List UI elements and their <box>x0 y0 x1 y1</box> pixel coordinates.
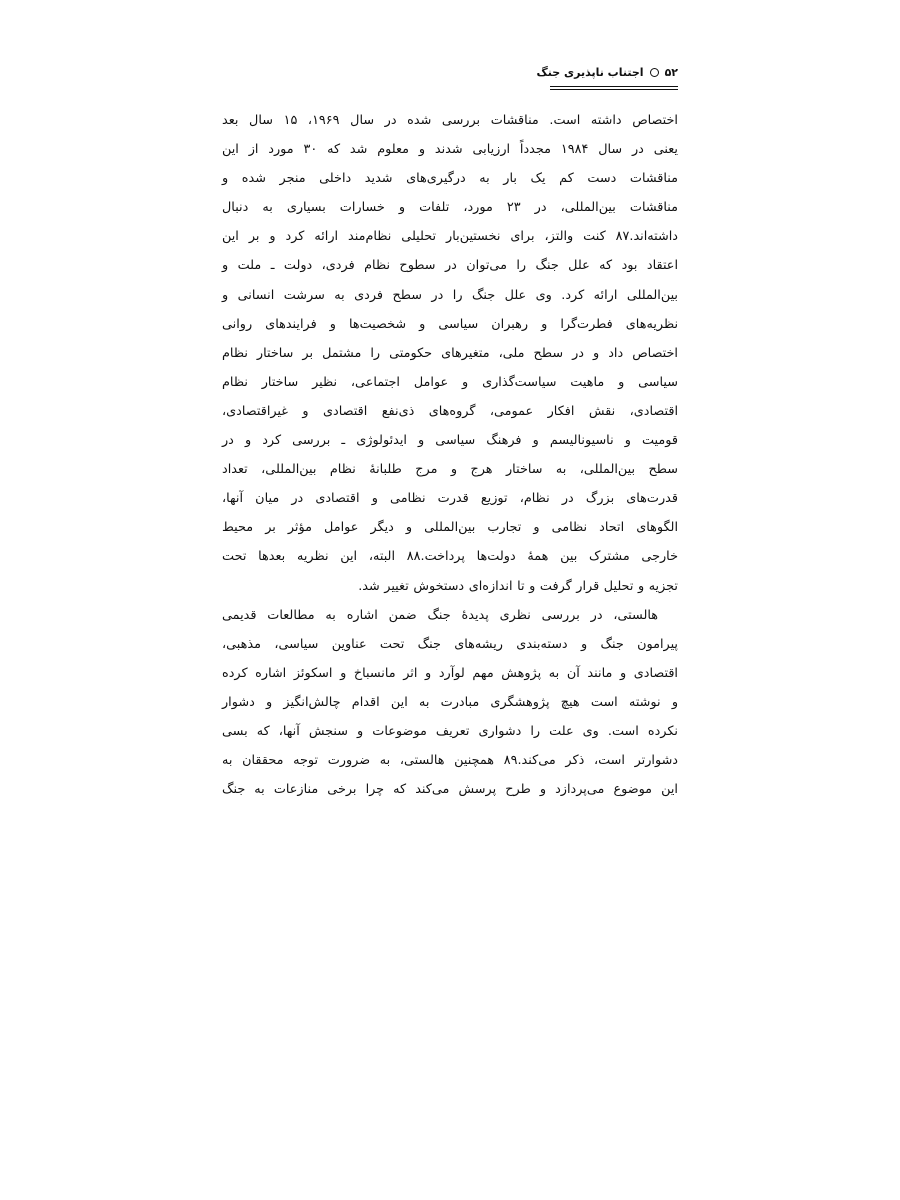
text-line: اعتقاد بود که علل جنگ را می‌توان در سطوح نظام فردی، دولت ـ ملت و <box>222 258 678 274</box>
text-line: اختصاص داشته است. مناقشات بررسی شده در سال ۱۹۶۹، ۱۵ سال بعد <box>222 113 678 128</box>
text-line: یعنی در سال ۱۹۸۴ مجدداً ارزیابی شدند و معلوم شد که ۳۰ مورد از این <box>222 142 678 158</box>
paragraph-1 <box>222 106 678 601</box>
header-rule <box>550 86 678 87</box>
text-line: سطح بین‌المللی، به ساختار هرج و مرج طلبانهٔ نظام بین‌المللی، تعداد <box>222 462 678 478</box>
text-line: اقتصادی و مانند آن به پژوهش مهم لوآرد و اثر مانسباخ و اسکوئز اشاره کرده <box>222 665 678 681</box>
text-line: مناقشات دست کم یک بار به درگیری‌های شدید داخلی منجر شده و <box>222 171 678 187</box>
page-number: ۵۲ <box>664 66 678 79</box>
running-title: اجتناب ناپذیری جنگ <box>536 66 644 79</box>
text-line: داشته‌اند.۸۷ کنت والتز، برای نخستین‌بار تحلیلی نظام‌مند ارائه کرد و بر این <box>222 229 678 245</box>
circle-separator-icon <box>650 68 659 77</box>
header-rule-double <box>550 89 678 90</box>
text-line: بین‌المللی ارائه کرد. وی علل جنگ را در سطح فردی به سرشت انسانی و <box>222 287 678 303</box>
paragraph-2 <box>222 601 678 805</box>
text-line: هالستی، در بررسی نظری پدیدهٔ جنگ ضمن اشاره به مطالعات قدیمی <box>222 607 658 623</box>
text-line: تجزیه و تحلیل قرار گرفت و تا اندازه‌ای دستخوش تغییر شد. <box>358 578 678 594</box>
text-line: نظریه‌های فطرت‌گرا و رهبران سیاسی و شخصیت‌ها و فرایندهای روانی <box>222 316 678 332</box>
text-line: مناقشات بین‌المللی، در ۲۳ مورد، تلفات و خسارات بسیاری به دنبال <box>222 200 678 216</box>
text-line: پیرامون جنگ و دسته‌بندی ریشه‌های جنگ تحت عناوین سیاسی، مذهبی، <box>222 636 678 652</box>
text-line: دشوارتر است، ذکر می‌کند.۸۹ همچنین هالستی، به ضرورت توجه محققان به <box>222 753 678 769</box>
text-line: اختصاص داد و در سطح ملی، متغیرهای حکومتی را مشتمل بر ساختار نظام <box>222 345 678 361</box>
running-header <box>537 66 678 79</box>
text-line: الگوهای اتحاد نظامی و تجارب بین‌المللی و دیگر عوامل مؤثر بر محیط <box>222 520 678 536</box>
text-line: این موضوع می‌پردازد و طرح پرسش می‌کند که چرا برخی منازعات به جنگ <box>222 782 678 798</box>
text-line: قومیت و ناسیونالیسم و فرهنگ سیاسی و ایدئولوژی ـ بررسی کرد و در <box>222 433 678 449</box>
text-line: اقتصادی، نقش افکار عمومی، گروه‌های ذی‌نفع اقتصادی و غیراقتصادی، <box>222 403 678 419</box>
body-text <box>222 106 678 804</box>
text-line: خارجی مشترک بین همهٔ دولت‌ها پرداخت.۸۸ البته، این نظریه بعدها تحت <box>222 549 678 565</box>
text-line: سیاسی و ماهیت سیاست‌گذاری و عوامل اجتماعی، نظیر ساختار نظام <box>222 374 678 390</box>
text-line: نکرده است. وی علت را دشواری تعریف موضوعات و سنجش آنها، که بسی <box>222 723 678 739</box>
text-line: قدرت‌های بزرگ در نظام، توزیع قدرت نظامی و اقتصادی در میان آنها، <box>222 491 678 507</box>
text-line: و نوشته است هیچ پژوهشگری مبادرت به این اقدام چالش‌انگیز و دشوار <box>222 694 678 710</box>
